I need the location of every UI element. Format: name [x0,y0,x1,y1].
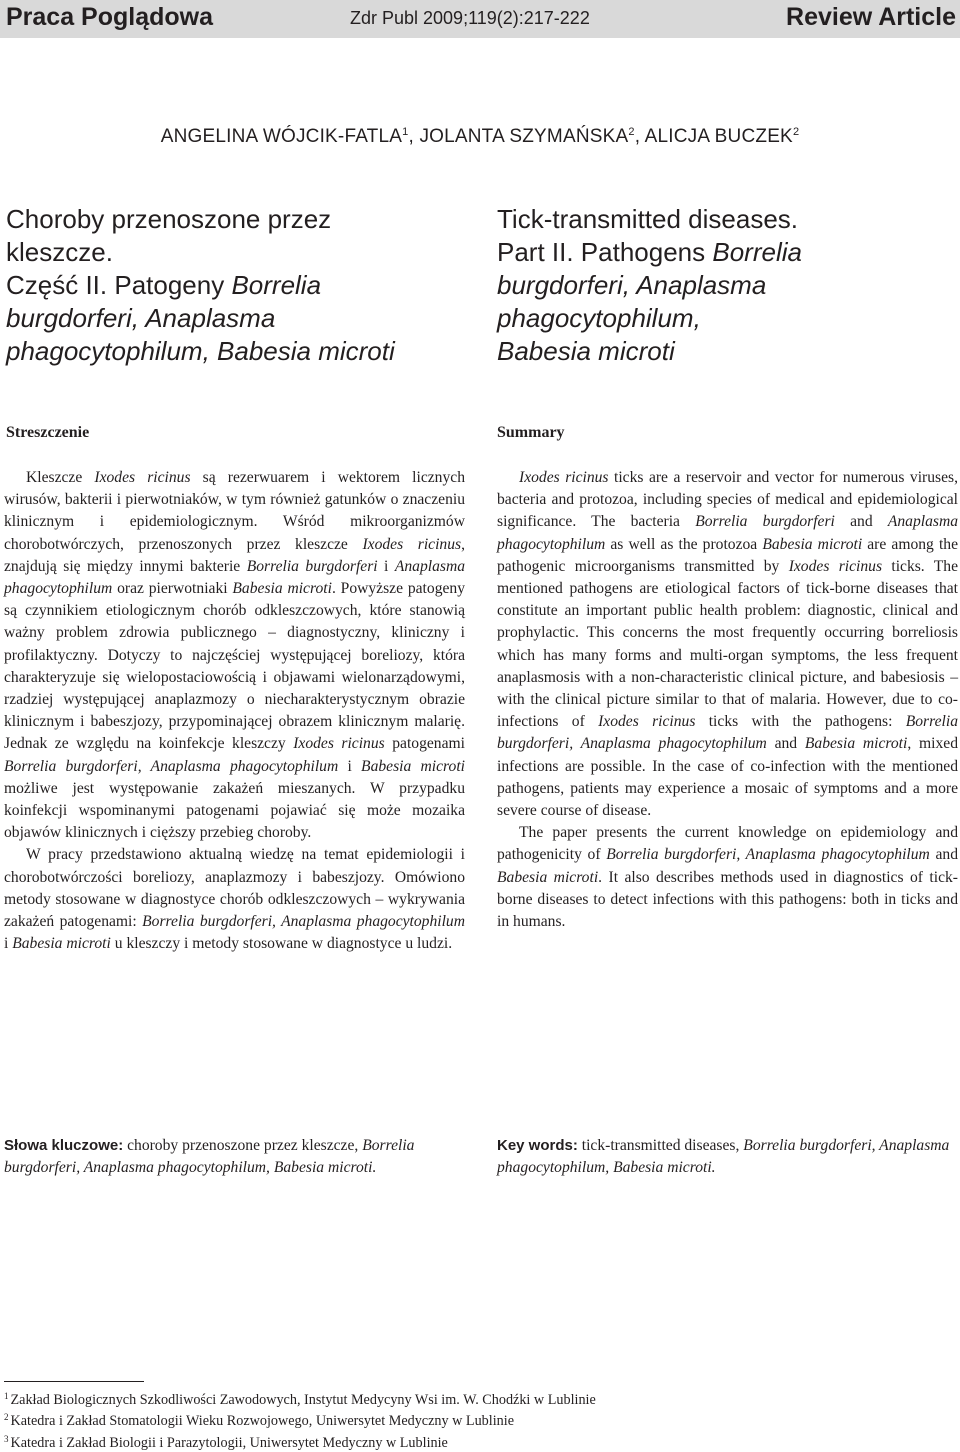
paragraph-text: i [377,557,395,575]
paragraph-text: , mixed infections are possible. In the case of co-infection with the mentioned pathogens, patients may experience a mosaic of symptoms and a more severe course of disease. [497,735,959,820]
title-italic: phagocytophilum, [497,303,701,333]
italic-species-name: Borrelia burgdorferi, Anaplasma phagocytophilum [4,757,339,775]
footnote-divider [4,1381,144,1382]
authors-line: ANGELINA WÓJCIK-FATLA$^1$, JOLANTA SZYMAŃSKA$^2$, ALICJA BUCZEK$^2$ [160,126,800,147]
keywords-polish [4,1135,465,1179]
paragraph-text: . It also describes methods used in diagnostics of tick-borne diseases to detect infections with this pathogens: both in ticks and in humans. [497,868,958,931]
keywords-text: tick-transmitted diseases, [577,1137,744,1154]
title-line: kleszcze. [6,237,113,267]
footnote-text: Katedra i Zakład Biologii i Parazytologii, Uniwersytet Medyczny w Lublinie [10,1434,448,1451]
italic-species-name: Ixodes ricinus [293,735,385,753]
title-italic: phagocytophilum, Babesia microti [6,336,395,366]
paragraph-text: and [834,513,888,531]
paragraph-text: ticks are a reservoir and vector for numerous viruses, bacteria and protozoa, including species of medical and epidemiological significance. The bacteria [497,469,958,531]
paragraph-text: oraz pierwotniaki [112,580,233,598]
title-line: Część II. Patogeny [6,270,232,300]
footnote-number: 2 [4,1412,9,1423]
italic-species-name: Anaplasma phagocytophilum [4,557,466,598]
paragraph-text: patogenami [384,735,465,753]
paragraph-text: u kleszczy i metody stosowane w diagnostyce u ludzi. [110,935,453,953]
journal-header [0,0,960,38]
italic-species-name: Borrelia burgdorferi, Anaplasma phagocytophilum [606,846,930,864]
paragraph-text: are among the pathogenic microorganisms transmitted by [497,535,958,575]
keywords-text: choroby przenoszone przez kleszcze, [123,1137,363,1154]
keywords-italic: Borrelia burgdorferi, Anaplasma phagocytophilum, Babesia microti. [4,1137,415,1176]
title-italic: burgdorferi, Anaplasma [6,303,276,333]
keywords-label: Key words: [497,1137,578,1154]
paragraph-text: and [929,846,958,864]
title-english [497,203,957,368]
italic-species-name: Babesia microti [762,535,863,553]
italic-species-name: Ixodes ricinus [598,713,696,731]
footnote-number: 1 [4,1391,9,1401]
author-name: JOLANTA SZYMAŃSKA [419,126,629,147]
streszczenie-body [4,467,465,955]
title-line: Tick-transmitted diseases. [497,204,799,234]
italic-species-name: Borrelia burgdorferi [695,513,835,531]
footnote-number: 3 [4,1433,9,1444]
title-polish [6,203,466,368]
abstract-paragraph [4,844,465,955]
italic-species-name: Ixodes ricinus [362,535,462,553]
italic-species-name: Ixodes ricinus [519,469,609,486]
paragraph-text: ticks with the pathogens: [695,713,906,731]
paragraph-text: as well as the protozoa [605,535,763,553]
footnote-text: Zakład Biologicznych Szkodliwości Zawodowych, Instytut Medycyny Wsi im. W. Chodźki w Lublinie [10,1392,596,1408]
keywords-english [497,1135,958,1179]
title-line: Choroby przenoszone przez [6,204,332,234]
italic-species-name: Borrelia burgdorferi, Anaplasma phagocytophilum [497,713,958,753]
author-affiliation-mark: 2 [792,126,800,138]
author-affiliation-mark: 1 [402,126,409,138]
italic-species-name: Borrelia burgdorferi, Anaplasma phagocytophilum [142,913,465,931]
author-name: ANGELINA WÓJCIK-FATLA [160,126,403,147]
keywords-italic: Borrelia burgdorferi, Anaplasma phagocytophilum, Babesia microti. [497,1137,950,1176]
keywords-label: Słowa kluczowe: [4,1137,124,1154]
paragraph-text: i [4,935,13,953]
abstract-paragraph [497,822,958,933]
paragraph-text: i [338,757,362,775]
abstract-paragraph [497,467,958,822]
footnote [4,1388,954,1409]
title-italic: Borrelia [231,270,322,300]
paragraph-text: Kleszcze [26,469,95,486]
italic-species-name: Babesia microti [232,580,332,598]
author-name: ALICJA BUCZEK [644,126,793,147]
paragraph-text: and [766,735,805,753]
italic-species-name: Babesia microti [804,735,908,753]
italic-species-name: Anaplasma phagocytophilum [497,513,959,553]
italic-species-name: Babesia microti [361,757,465,775]
abstract-paragraph [4,467,465,844]
italic-species-name: Babesia microti [497,868,599,886]
streszczenie-heading: Streszczenie [6,424,90,441]
paragraph-text: możliwe jest występowanie zakażeń mieszanych. W przypadku koinfekcji wspominanymi patogenami pojawiać się może mozaika objawów klinicznych i cięższy przebieg choroby. [4,779,465,842]
footnote-text: Katedra i Zakład Stomatologii Wieku Rozwojowego, Uniwersytet Medyczny w Lublinie [10,1413,514,1430]
title-italic: Borrelia [712,237,802,267]
summary-body [497,467,958,933]
paragraph-text: ticks. The mentioned pathogens are etiological factors of tick-borne diseases that constitute an important public health problem: diagnostic, clinical and prophylactic. This concerns the most frequently occurring borreliosis which has many forms and multi-organ symptoms, the less frequent anaplasmosis with a non-characteristic clinical picture, and babesiosis – with the clinical picture similar to that of malaria. However, due to co-infections of [497,557,959,731]
italic-species-name: Borrelia burgdorferi [246,557,378,575]
italic-species-name: Babesia microti [12,935,111,953]
footnote [4,1409,954,1430]
header-article-type: Review Article [786,3,956,31]
affiliation-footnotes [4,1388,954,1452]
footnote [4,1431,954,1452]
paragraph-text: są rezerwuarem i wektorem licznych wirusów, bakterii i pierwotniaków, w tym również gatunków o znaczeniu klinicznym i epidemiologicznym. Wśród mikroorganizmów chorobotwórczych, przenoszonych przez kleszcze [4,469,465,553]
paragraph-text: The paper presents the current knowledge on epidemiology and pathogenicity of [497,824,958,864]
summary-heading: Summary [497,424,565,441]
italic-species-name: Ixodes ricinus [788,557,883,575]
title-italic: Babesia microti [497,336,675,366]
author-affiliation-mark: 2 [628,126,635,138]
italic-species-name: Ixodes ricinus [94,469,191,486]
header-section-label: Praca Poglądowa [6,3,214,31]
title-line: Part II. Pathogens [497,237,713,267]
paragraph-text: , znajdują się między innymi bakterie [4,535,465,575]
paragraph-text: . Powyższe patogeny są czynnikiem etiologicznym chorób odkleszczowych, które stanowią ważny problem zdrowia publicznego – diagnostyczny, kliniczny i profilaktyczny. Dotyczy to najczęściej występującej boreliozy, która charakteryzuje się wielopostaciowością i objawami wielonarządowymi, rzadziej występującej anaplazmozy o niecharakterystycznym obrazie klinicznym i babeszjozy, przypominającej obrazem klinicznym malarię. Jednak ze względu na koinfekcje kleszczy [4,580,466,753]
title-italic: burgdorferi, Anaplasma [497,270,767,300]
paragraph-text: W pracy przedstawiono aktualną wiedzę na temat epidemiologii i chorobotwórczości boreliozy, anaplazmozy i babeszjozy. Omówiono metody stosowane w diagnostyce chorób odkleszczowych – wykrywania zakażeń patogenami: [4,846,465,931]
header-citation: Zdr Publ 2009;119(2):217-222 [350,8,590,28]
